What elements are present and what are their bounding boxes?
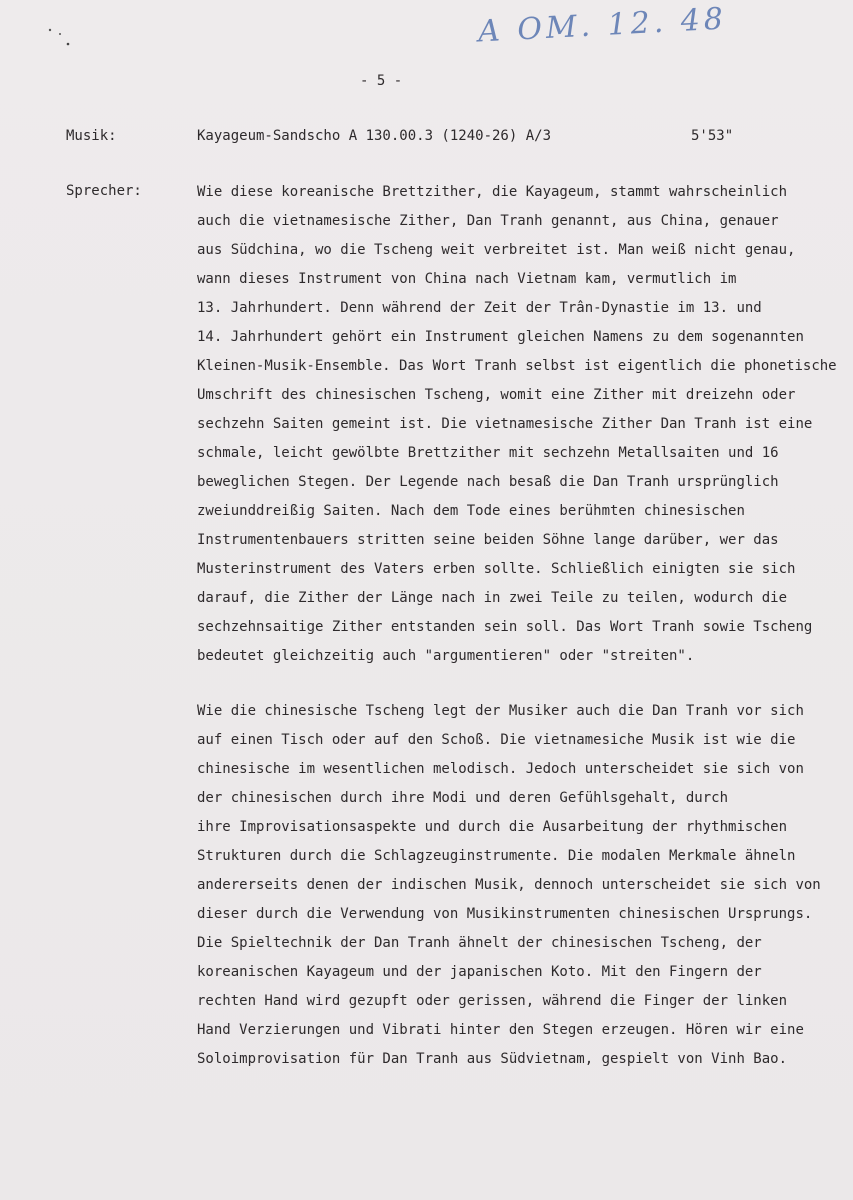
music-title: Kayageum-Sandscho A 130.00.3 (1240-26) A/3 — [197, 128, 552, 144]
text-line: auch die vietnamesische Zither, Dan Tranh genannt, aus China, genauer — [197, 213, 779, 229]
text-line: zweiunddreißig Saiten. Nach dem Tode eines berühmten chinesischen — [197, 503, 745, 519]
text-line: darauf, die Zither der Länge nach in zwei Teile zu teilen, wodurch die — [197, 590, 788, 606]
handwritten-archive-number: A OM. 12. 48 — [477, 1, 728, 50]
text-line: ihre Improvisationsaspekte und durch die Ausarbeitung der rhythmischen — [197, 819, 788, 835]
text-line: sechzehnsaitige Zither entstanden sein soll. Das Wort Tranh sowie Tscheng — [197, 619, 813, 635]
text-line: Wie die chinesische Tscheng legt der Musiker auch die Dan Tranh vor sich — [197, 703, 804, 719]
text-line: Soloimprovisation für Dan Tranh aus Südvietnam, gespielt von Vinh Bao. — [197, 1051, 788, 1067]
music-label: Musik: — [66, 128, 117, 144]
text-line: andererseits denen der indischen Musik, dennoch unterscheidet sie sich von — [197, 877, 821, 893]
text-line: Die Spieltechnik der Dan Tranh ähnelt der chinesischen Tscheng, der — [197, 935, 762, 951]
text-line: Umschrift des chinesischen Tscheng, womit eine Zither mit dreizehn oder — [197, 387, 796, 403]
text-line: wann dieses Instrument von China nach Vietnam kam, vermutlich im — [197, 271, 737, 287]
text-line: Musterinstrument des Vaters erben sollte. Schließlich einigten sie sich — [197, 561, 796, 577]
text-line: bedeutet gleichzeitig auch "argumentieren" oder "streiten". — [197, 648, 695, 664]
text-line: auf einen Tisch oder auf den Schoß. Die vietnamesiche Musik ist wie die — [197, 732, 796, 748]
text-line: dieser durch die Verwendung von Musikinstrumenten chinesischen Ursprungs. — [197, 906, 813, 922]
text-line: Wie diese koreanische Brettzither, die Kayageum, stammt wahrscheinlich — [197, 184, 788, 200]
music-duration: 5'53" — [691, 128, 734, 144]
music-entry — [197, 128, 757, 148]
page-number: - 5 - — [360, 73, 403, 89]
paper-specks — [40, 22, 80, 52]
text-line: beweglichen Stegen. Der Legende nach besaß die Dan Tranh ursprünglich — [197, 474, 779, 490]
text-line: Kleinen-Musik-Ensemble. Das Wort Tranh selbst ist eigentlich die phonetische — [197, 358, 837, 374]
text-line: Hand Verzierungen und Vibrati hinter den Stegen erzeugen. Hören wir eine — [197, 1022, 804, 1038]
speaker-label: Sprecher: — [66, 183, 142, 199]
text-line: 13. Jahrhundert. Denn während der Zeit der Trân-Dynastie im 13. und — [197, 300, 762, 316]
text-line: Strukturen durch die Schlagzeuginstrumente. Die modalen Merkmale ähneln — [197, 848, 796, 864]
text-line: der chinesischen durch ihre Modi und deren Gefühlsgehalt, durch — [197, 790, 729, 806]
text-line: aus Südchina, wo die Tscheng weit verbreitet ist. Man weiß nicht genau, — [197, 242, 796, 258]
text-line: Instrumentenbauers stritten seine beiden Söhne lange darüber, wer das — [197, 532, 779, 548]
text-line: rechten Hand wird gezupft oder gerissen, während die Finger der linken — [197, 993, 788, 1009]
text-line: 14. Jahrhundert gehört ein Instrument gleichen Namens zu dem sogenannten — [197, 329, 804, 345]
text-line: sechzehn Saiten gemeint ist. Die vietnamesische Zither Dan Tranh ist eine — [197, 416, 813, 432]
text-line: chinesische im wesentlichen melodisch. Jedoch unterscheidet sie sich von — [197, 761, 804, 777]
text-line: schmale, leicht gewölbte Brettzither mit sechzehn Metallsaiten und 16 — [197, 445, 779, 461]
text-line: koreanischen Kayageum und der japanischen Koto. Mit den Fingern der — [197, 964, 762, 980]
